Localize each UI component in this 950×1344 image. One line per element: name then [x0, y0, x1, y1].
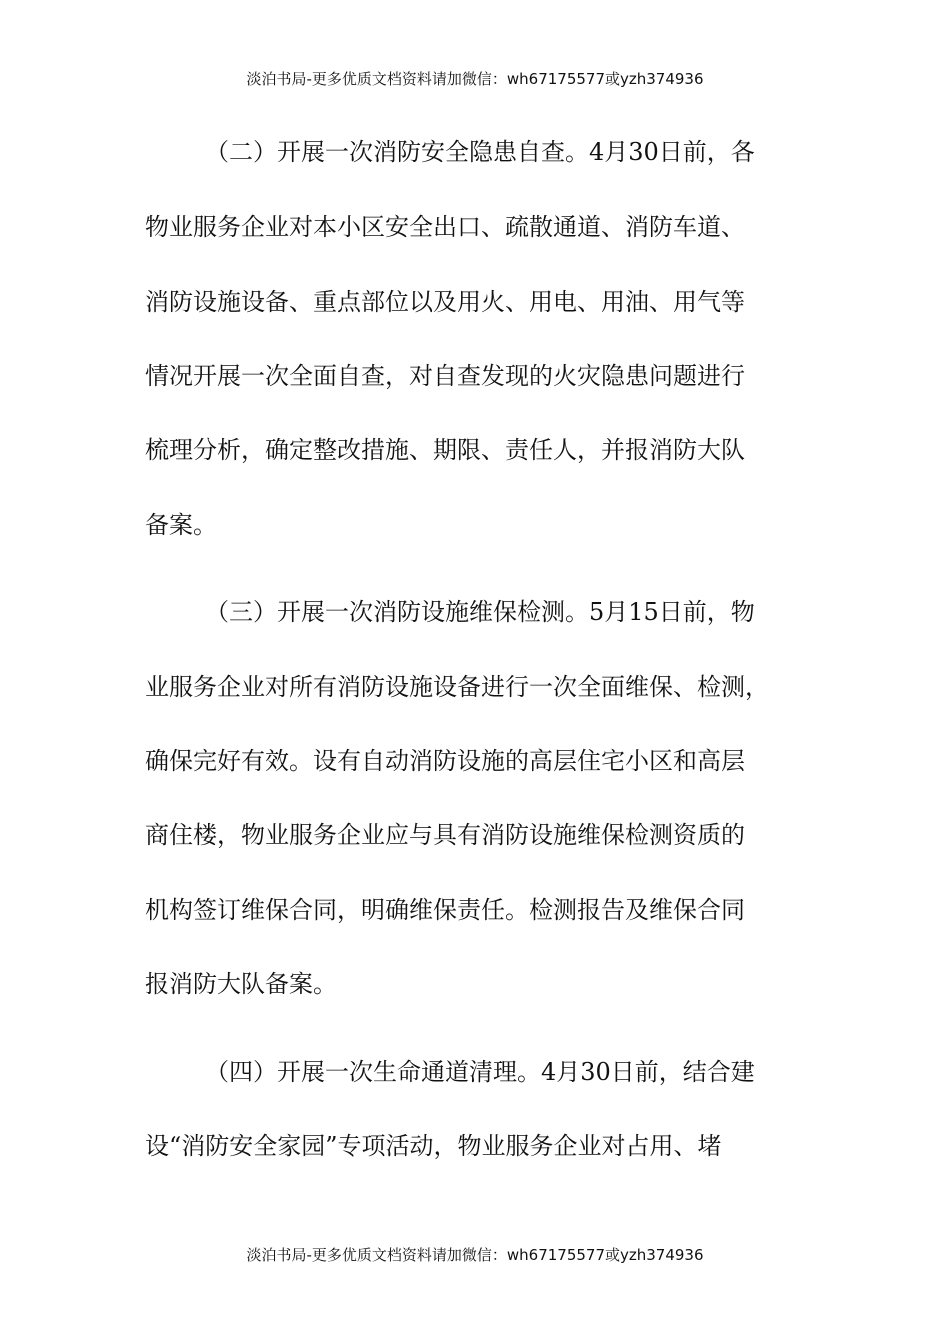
- page-footer-watermark: 淡泊书局-更多优质文档资料请加微信：wh67175577或yzh374936: [246, 1246, 704, 1264]
- paragraph-line: 报消防大队备案。: [145, 970, 337, 998]
- paragraph-line: 情况开展一次全面自查，对自查发现的火灾隐患问题进行: [145, 362, 745, 390]
- paragraph-line: （四）开展一次生命通道清理。4月30日前，结合建: [205, 1058, 755, 1086]
- paragraph-line: 备案。: [145, 511, 217, 539]
- paragraph-line: 确保完好有效。设有自动消防设施的高层住宅小区和高层: [145, 747, 745, 775]
- paragraph-line: （二）开展一次消防安全隐患自查。4月30日前，各: [205, 138, 755, 166]
- page-header-watermark: 淡泊书局-更多优质文档资料请加微信：wh67175577或yzh374936: [246, 70, 704, 88]
- paragraph-line: 消防设施设备、重点部位以及用火、用电、用油、用气等: [145, 288, 745, 316]
- paragraph-line: 梳理分析，确定整改措施、期限、责任人，并报消防大队: [145, 436, 745, 464]
- paragraph-line: 业服务企业对所有消防设施设备进行一次全面维保、检测，: [145, 673, 769, 701]
- paragraph-line: 设“消防安全家园”专项活动，物业服务企业对占用、堵: [145, 1132, 722, 1160]
- paragraph-line: 商住楼，物业服务企业应与具有消防设施维保检测资质的: [145, 821, 745, 849]
- paragraph-line: 物业服务企业对本小区安全出口、疏散通道、消防车道、: [145, 213, 745, 241]
- paragraph-line: （三）开展一次消防设施维保检测。5月15日前，物: [205, 598, 755, 626]
- paragraph-line: 机构签订维保合同，明确维保责任。检测报告及维保合同: [145, 896, 745, 924]
